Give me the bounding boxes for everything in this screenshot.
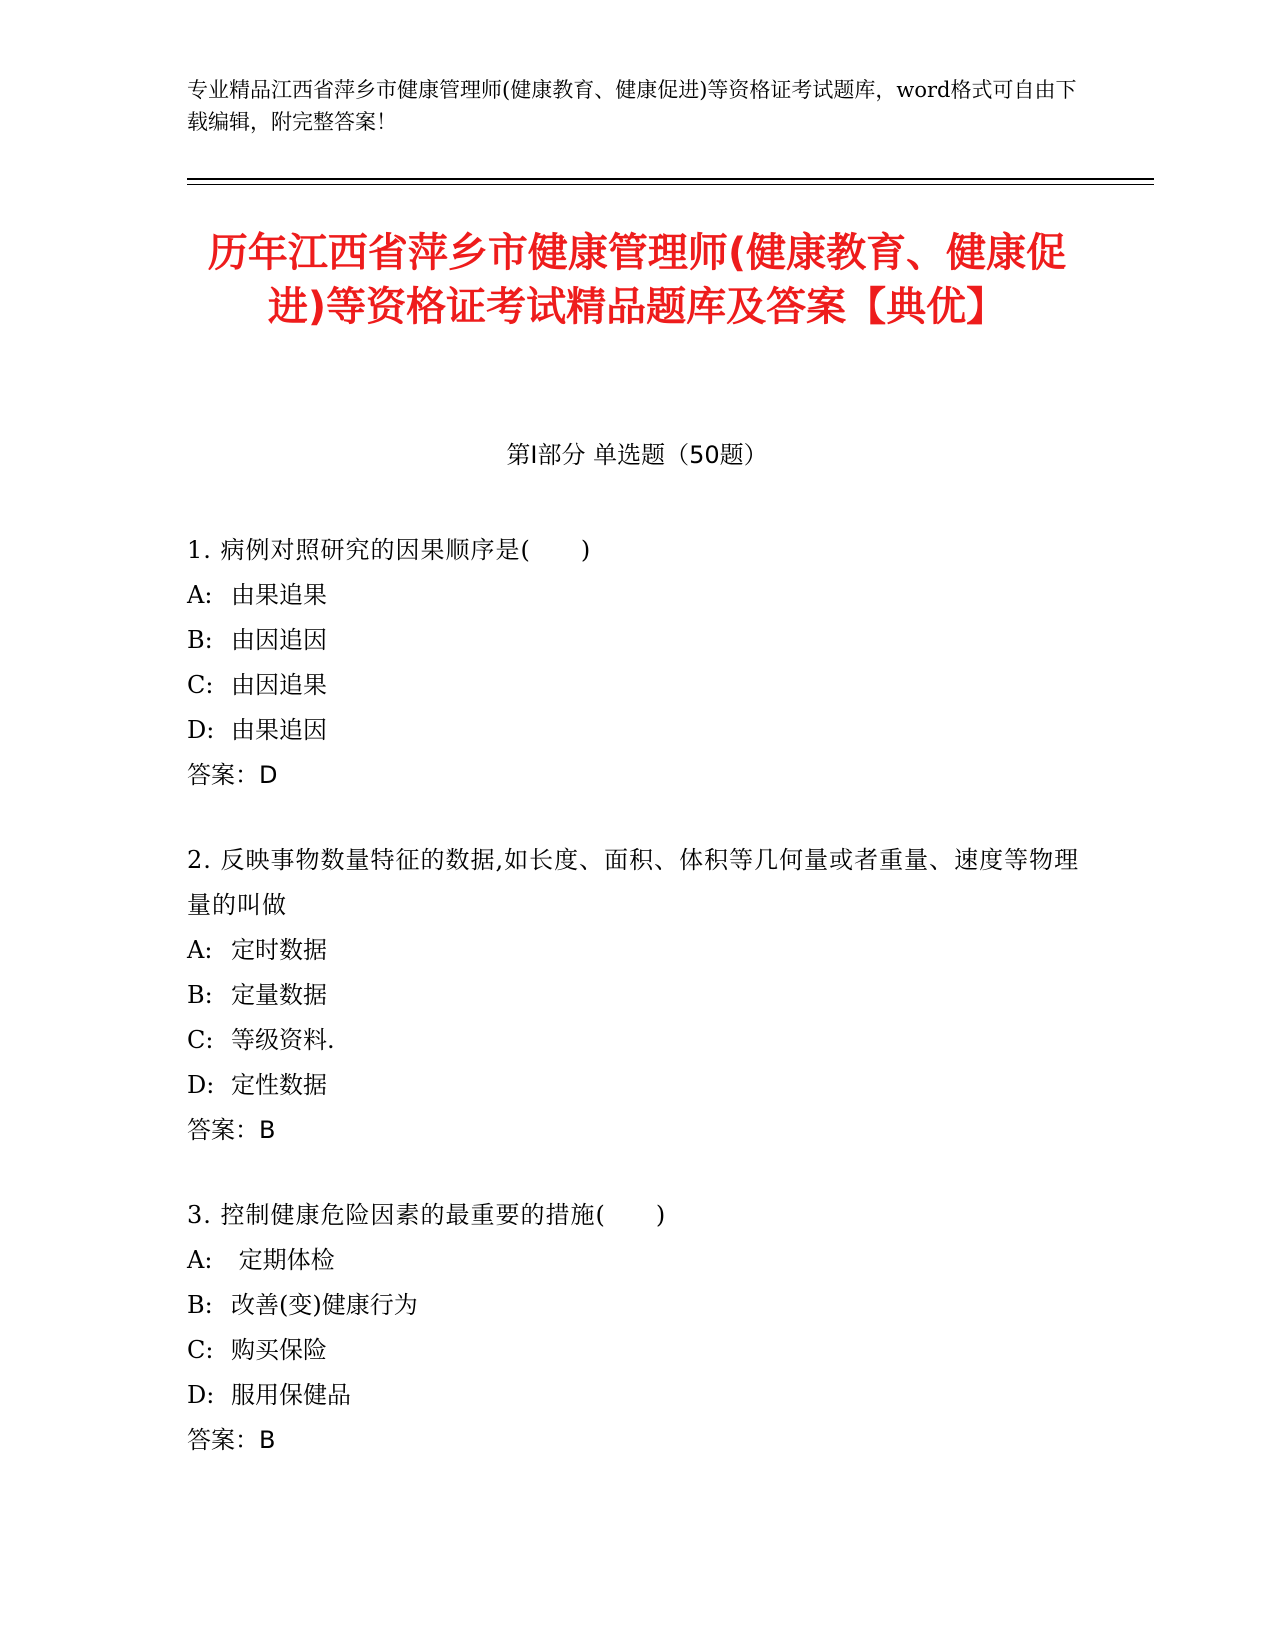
answer-line bbox=[187, 1108, 1087, 1153]
option-a bbox=[187, 1238, 1087, 1283]
option-letter: C: bbox=[187, 671, 214, 699]
option-letter: B: bbox=[187, 626, 213, 654]
option-text: 服用保健品 bbox=[231, 1381, 351, 1409]
option-text: 购买保险 bbox=[231, 1336, 327, 1364]
question-list bbox=[187, 528, 1087, 1503]
option-text: 由因追果 bbox=[231, 671, 327, 699]
option-letter: C: bbox=[187, 1026, 214, 1054]
option-c bbox=[187, 1018, 1087, 1063]
option-b bbox=[187, 618, 1087, 663]
option-letter: A: bbox=[187, 581, 213, 609]
question-stem: 2. 反映事物数量特征的数据,如长度、面积、体积等几何量或者重量、速度等物理量的叫做 bbox=[187, 846, 1080, 919]
option-text: 由因追因 bbox=[231, 626, 327, 654]
option-a bbox=[187, 928, 1087, 973]
answer-line bbox=[187, 753, 1087, 798]
question-stem: 3. 控制健康危险因素的最重要的措施( ) bbox=[187, 1201, 667, 1229]
option-letter: A: bbox=[187, 1246, 213, 1274]
option-text: 由果追果 bbox=[231, 581, 327, 609]
option-text: 定量数据 bbox=[231, 981, 327, 1009]
header-rule-thick bbox=[187, 178, 1154, 180]
section-title: 第Ⅰ部分 单选题（50题） bbox=[506, 441, 768, 469]
answer-value: B bbox=[259, 1116, 276, 1144]
answer-label: 答案： bbox=[187, 761, 259, 789]
answer-label: 答案： bbox=[187, 1426, 259, 1454]
option-c bbox=[187, 1328, 1087, 1373]
option-d bbox=[187, 1063, 1087, 1108]
option-letter: D: bbox=[187, 716, 215, 744]
option-text: 定时数据 bbox=[231, 936, 327, 964]
document-title: 历年江西省萍乡市健康管理师(健康教育、健康促进)等资格证考试精品题库及答案【典优】 bbox=[207, 230, 1067, 330]
answer-line bbox=[187, 1418, 1087, 1463]
option-letter: D: bbox=[187, 1381, 215, 1409]
option-text: 定性数据 bbox=[231, 1071, 327, 1099]
option-letter: B: bbox=[187, 981, 213, 1009]
option-letter: A: bbox=[187, 936, 213, 964]
option-letter: D: bbox=[187, 1071, 215, 1099]
answer-value: D bbox=[259, 761, 278, 789]
option-text: 改善(变)健康行为 bbox=[231, 1291, 418, 1319]
question-2 bbox=[187, 838, 1087, 1153]
option-text: 等级资料. bbox=[231, 1026, 335, 1054]
option-c bbox=[187, 663, 1087, 708]
option-d bbox=[187, 1373, 1087, 1418]
option-b bbox=[187, 973, 1087, 1018]
header-note: 专业精品江西省萍乡市健康管理师(健康教育、健康促进)等资格证考试题库，word格式可自由下载编辑，附完整答案！ bbox=[187, 78, 1077, 134]
answer-label: 答案： bbox=[187, 1116, 259, 1144]
option-text: 由果追因 bbox=[231, 716, 327, 744]
question-stem: 1. 病例对照研究的因果顺序是( ) bbox=[187, 536, 592, 564]
option-d bbox=[187, 708, 1087, 753]
option-b bbox=[187, 1283, 1087, 1328]
question-1 bbox=[187, 528, 1087, 798]
option-a bbox=[187, 573, 1087, 618]
answer-value: B bbox=[259, 1426, 276, 1454]
header-rule-thin bbox=[187, 184, 1154, 185]
option-text: 定期体检 bbox=[231, 1246, 335, 1274]
question-3 bbox=[187, 1193, 1087, 1463]
option-letter: C: bbox=[187, 1336, 214, 1364]
option-letter: B: bbox=[187, 1291, 213, 1319]
